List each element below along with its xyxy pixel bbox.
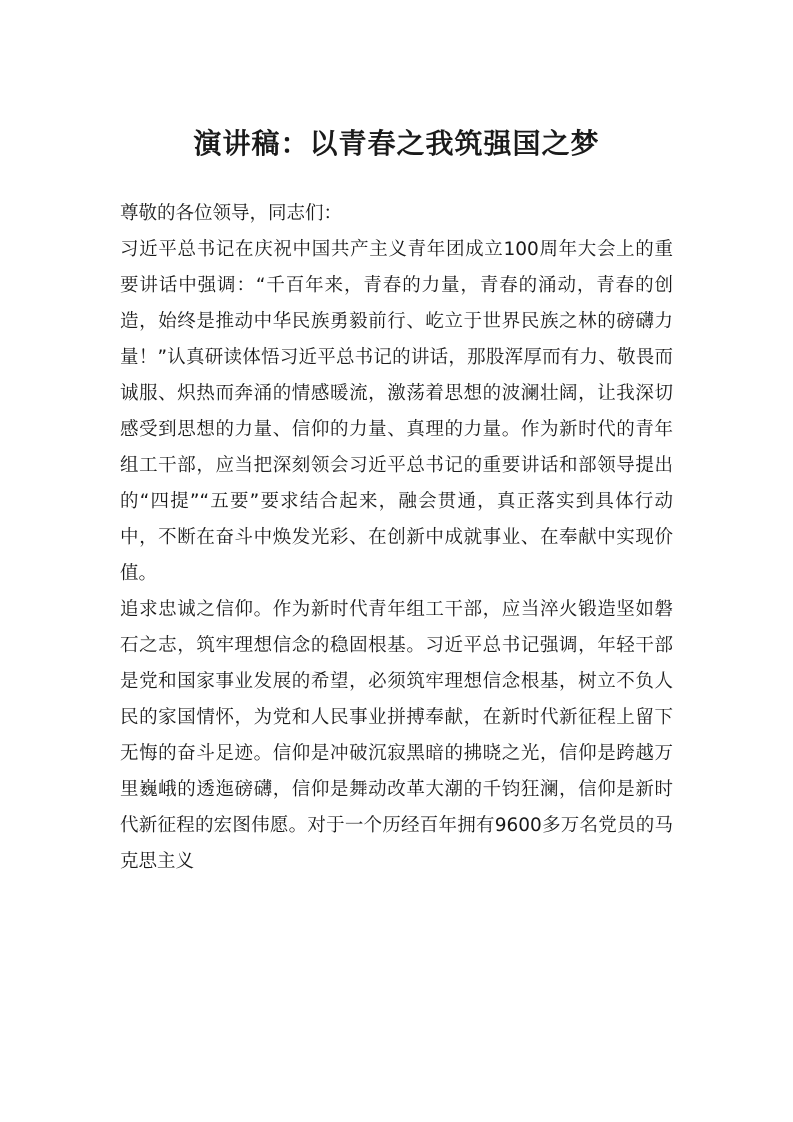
salutation: 尊敬的各位领导，同志们： [120, 203, 343, 224]
document-title: 演讲稿：以青春之我筑强国之梦 [193, 127, 600, 160]
paragraph-faith: 追求忠诚之信仰。作为新时代青年组工干部，应当淬火锻造坚如磐石之志，筑牢理想信念的稳固根基。习近平总书记强调，年轻干部是党和国家事业发展的希望，必须筑牢理想信念根基，树立不负人民的家国情怀，为党和人民事业拼搏奉献，在新时代新征程上留下无悔的奋斗足迹。信仰是冲破沉寂黑暗的拂晓之光，信仰是跨越万里巍峨的透迤磅礴，信仰是舞动改革大潮的千钧狂澜，信仰是新时代新征程的宏图伟愿。对于一个历经百年拥有9600多万名党员的马克思主义 [120, 599, 673, 872]
paragraph-intro: 习近平总书记在庆祝中国共产主义青年团成立100周年大会上的重要讲话中强调：“千百年来，青春的力量，青春的涌动，青春的创造，始终是推动中华民族勇毅前行、屹立于世界民族之林的磅礴力量！”认真研读体悟习近平总书记的讲话，那股浑厚而有力、敬畏而诚服、炽热而奔涌的情感暖流，激荡着思想的波澜壮阔，让我深切感受到思想的力量、信仰的力量、真理的力量。作为新时代的青年组工干部，应当把深刻领会习近平总书记的重要讲话和部领导提出的“四提”“五要”要求结合起来，融会贯通，真正落实到具体行动中，不断在奋斗中焕发光彩、在创新中成就事业、在奉献中实现价值。 [120, 239, 673, 584]
document-body [120, 196, 673, 880]
